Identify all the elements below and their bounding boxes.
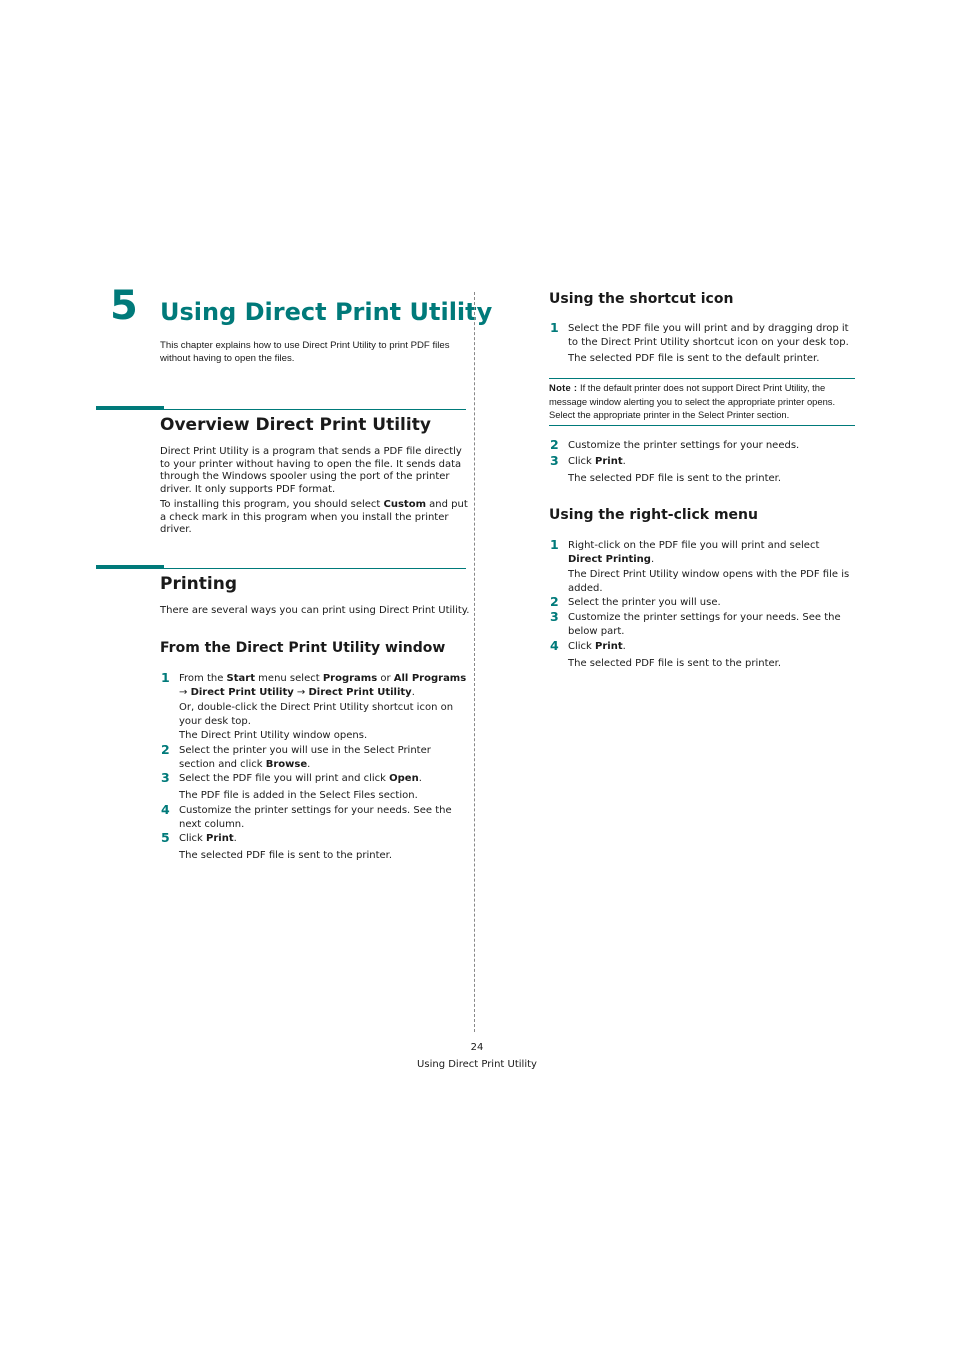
step-number: 1 [550, 537, 559, 552]
step-text: Select the printer you will use. [568, 597, 721, 608]
step-text: Click Print. [179, 833, 237, 844]
step-number: 2 [550, 437, 559, 452]
footer-title: Using Direct Print Utility [417, 1059, 537, 1070]
rightclick-heading: Using the right-click menu [549, 507, 758, 523]
step-text: Click Print. [568, 456, 626, 467]
step-text: Click Print. [568, 641, 626, 652]
step-number: 4 [550, 638, 559, 653]
step-number: 1 [550, 320, 559, 335]
step-result: The selected PDF file is sent to the default printer. [568, 353, 820, 364]
step-number: 3 [161, 770, 170, 785]
note-bottom-rule [549, 425, 855, 426]
chapter-intro: This chapter explains how to use Direct Print Utility to print PDF files without having to open the files. [160, 340, 450, 364]
note-box [549, 381, 855, 422]
printing-heading: Printing [160, 574, 237, 594]
overview-paragraph-1: Direct Print Utility is a program that sends a PDF file directly to your printer without having to open the file. It sends data through the Windows spooler using the port of the printer driver. It only supports PDF format. [160, 446, 462, 495]
step-number: 3 [550, 609, 559, 624]
step-result: The selected PDF file is sent to the printer. [568, 473, 782, 484]
step-result: The selected PDF file is sent to the printer. [179, 850, 393, 861]
step-text: Select the PDF file you will print and by dragging drop it to the Direct Print Utility shortcut icon on your desk top. [568, 323, 849, 348]
step-text: Customize the printer settings for your needs. See the next column. [179, 805, 452, 830]
section-bar [96, 565, 164, 569]
step-number: 5 [161, 830, 170, 845]
section-rule [164, 568, 466, 569]
column-divider [474, 292, 475, 1032]
step-number: 2 [550, 594, 559, 609]
note-label: Note : [549, 382, 578, 393]
step-text: Customize the printer settings for your needs. [568, 440, 800, 451]
section-bar [96, 406, 164, 410]
chapter-number: 5 [110, 283, 138, 329]
step-text: Right-click on the PDF file you will print and select Direct Printing. [568, 540, 820, 565]
step-result: The Direct Print Utility window opens. [179, 730, 368, 741]
page-number: 24 [470, 1042, 484, 1053]
shortcut-heading: Using the shortcut icon [549, 291, 734, 307]
step-number: 4 [161, 802, 170, 817]
step-result: The PDF file is added in the Select Files section. [179, 790, 418, 801]
step-number: 3 [550, 453, 559, 468]
section-rule [164, 409, 466, 410]
overview-heading: Overview Direct Print Utility [160, 415, 431, 435]
step-text: From the Start menu select Programs or All Programs → Direct Print Utility → Direct Print Utility. [179, 673, 467, 698]
note-text: If the default printer does not support Direct Print Utility, the message window alerting you to select the appropriate printer opens. Select the appropriate printer in the Select Printer section. [549, 382, 836, 420]
step-text: Customize the printer settings for your needs. See the below part. [568, 612, 841, 637]
step-result: The selected PDF file is sent to the printer. [568, 658, 782, 669]
printing-intro: There are several ways you can print using Direct Print Utility. [160, 605, 470, 616]
step-result: The Direct Print Utility window opens with the PDF file is added. [568, 569, 850, 594]
overview-paragraph-2: To installing this program, you should select Custom and put a check mark in this program when you install the printer driver. [160, 499, 468, 536]
window-heading: From the Direct Print Utility window [160, 640, 446, 656]
step-text: Select the printer you will use in the Select Printer section and click Browse. [179, 745, 431, 770]
step-text: Select the PDF file you will print and click Open. [179, 773, 422, 784]
step-number: 1 [161, 670, 170, 685]
note-top-rule [549, 378, 855, 379]
chapter-title: Using Direct Print Utility [160, 298, 493, 326]
step-note: Or, double-click the Direct Print Utility shortcut icon on your desk top. [179, 702, 454, 727]
step-number: 2 [161, 742, 170, 757]
